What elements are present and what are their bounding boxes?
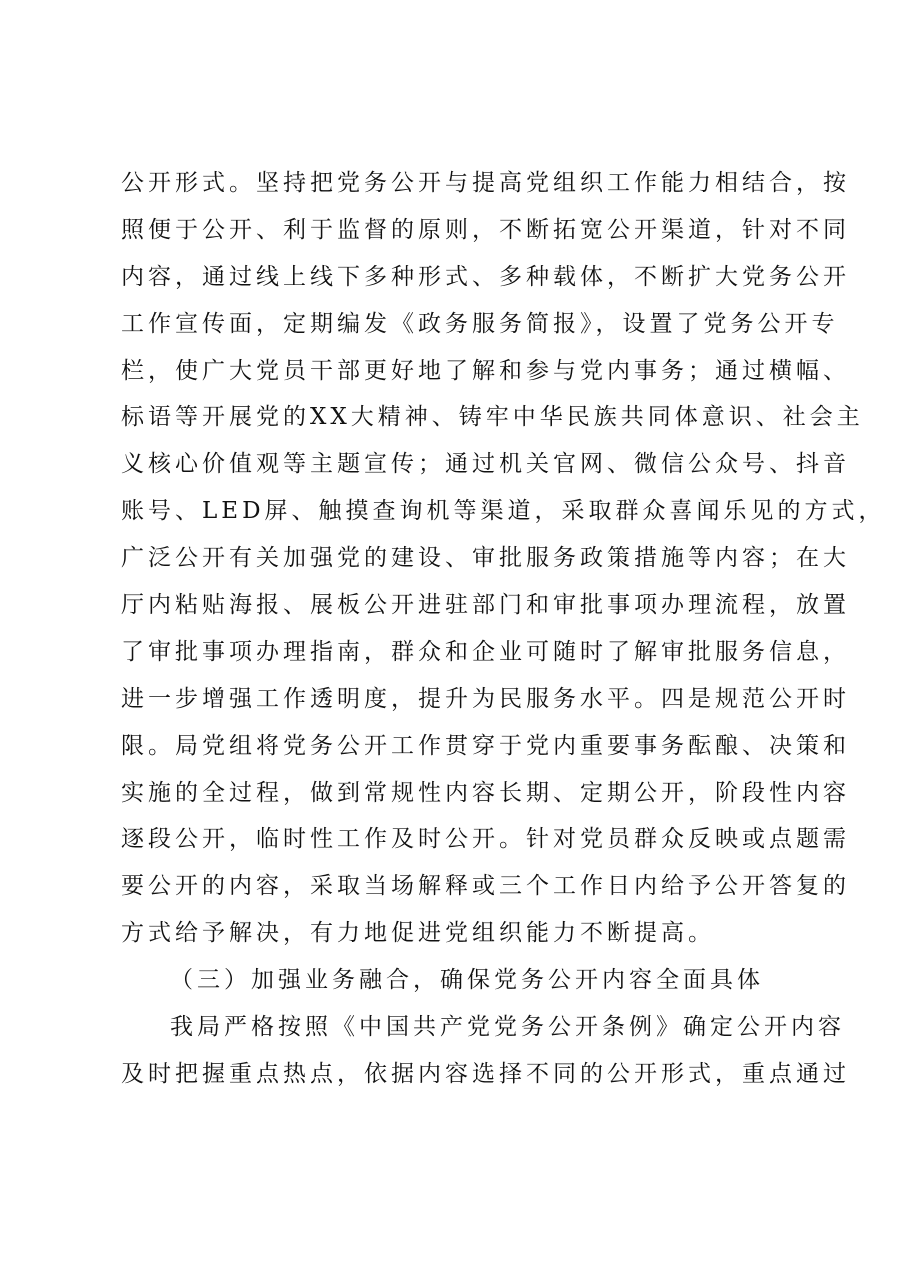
paragraph-line: 义核心价值观等主题宣传；通过机关官网、微信公众号、抖音 [121,451,850,478]
paragraph-line: 公开形式。坚持把党务公开与提高党组织工作能力相结合，按 [121,170,850,196]
section-heading: （三）加强业务融合，确保党务公开内容全面具体 [170,967,764,994]
paragraph-line: 逐段公开，临时性工作及时公开。针对党员群众反映或点题需 [121,826,850,853]
paragraph-line: 标语等开展党的XX大精神、铸牢中华民族共同体意识、社会主 [121,404,864,431]
paragraph-line: 进一步增强工作透明度，提升为民服务水平。四是规范公开时 [121,685,850,712]
paragraph-line: 工作宣传面，定期编发《政务服务简报》，设置了党务公开专 [121,310,839,337]
paragraph-line: 我局严格按照《中国共产党党务公开条例》确定公开内容 [170,1014,845,1041]
paragraph-line: 及时把握重点热点，依据内容选择不同的公开形式，重点通过 [121,1060,850,1087]
paragraph-line: 账号、LED屏、触摸查询机等渠道，采取群众喜闻乐见的方式， [121,498,886,525]
paragraph-line: 照便于公开、利于监督的原则，不断拓宽公开渠道，针对不同 [121,216,850,243]
paragraph-line: 要公开的内容，采取当场解释或三个工作日内给予公开答复的 [121,873,850,900]
paragraph-line: 内容，通过线上线下多种形式、多种载体，不断扩大党务公开 [121,263,850,290]
paragraph-line: 方式给予解决，有力地促进党组织能力不断提高。 [121,920,715,947]
paragraph-line: 了审批事项办理指南，群众和企业可随时了解审批服务信息， [121,638,850,665]
paragraph-line: 限。局党组将党务公开工作贯穿于党内重要事务酝酿、决策和 [121,732,850,759]
paragraph-line: 实施的全过程，做到常规性内容长期、定期公开，阶段性内容 [121,779,850,806]
paragraph-line: 广泛公开有关加强党的建设、审批服务政策措施等内容；在大 [121,545,850,572]
document-body [121,160,886,1098]
paragraph-line: 厅内粘贴海报、展板公开进驻部门和审批事项办理流程，放置 [121,592,850,619]
paragraph-line: 栏，使广大党员干部更好地了解和参与党内事务；通过横幅、 [121,357,850,384]
